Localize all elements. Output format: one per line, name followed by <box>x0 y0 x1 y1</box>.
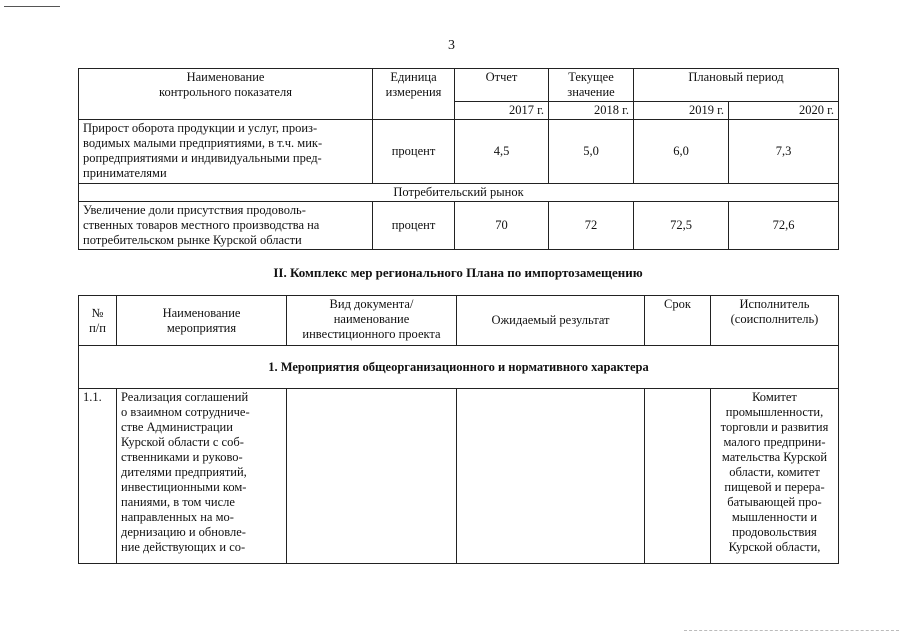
measure-result-cell <box>457 389 645 564</box>
year-2018: 2018 г. <box>549 102 634 120</box>
measure-document-cell <box>287 389 457 564</box>
measure-line: направленных на мо- <box>121 510 234 524</box>
header-executor-line: (соисполнитель) <box>730 312 819 326</box>
indicators-table <box>78 68 839 250</box>
header-name-line: Наименование <box>186 70 265 84</box>
header-expected-result: Ожидаемый результат <box>457 296 645 346</box>
executor-line: торговли и развития <box>720 420 829 434</box>
section-title: II. Комплекс мер регионального Плана по импортозамещению <box>273 265 643 280</box>
indicator-line: Прирост оборота продукции и услуг, произ- <box>83 121 318 135</box>
measure-line: о взаимном сотрудниче- <box>121 405 250 419</box>
indicator-value-2019: 72,5 <box>634 202 729 250</box>
header-indicator-name <box>79 69 373 120</box>
measure-line: ственниками и руково- <box>121 450 243 464</box>
executor-line: продовольствия <box>732 525 817 539</box>
scan-artifact-line <box>684 630 899 631</box>
header-report: Отчет <box>455 69 549 102</box>
indicator-value-2020: 72,6 <box>729 202 839 250</box>
executor-line: батывающей про- <box>727 495 822 509</box>
header-current <box>549 69 634 102</box>
executor-line: пищевой и перера- <box>724 480 825 494</box>
measure-line: Реализация соглашений <box>121 390 249 404</box>
indicator-name <box>79 202 373 250</box>
indicator-line: потребительском рынке Курской области <box>83 233 302 247</box>
top-rule <box>4 6 60 7</box>
measure-line: Курской области с соб- <box>121 435 244 449</box>
header-unit-line: измерения <box>385 85 442 99</box>
year-2017: 2017 г. <box>455 102 549 120</box>
indicator-value-2018: 5,0 <box>549 120 634 184</box>
measure-row <box>79 389 839 564</box>
group-row <box>79 184 839 202</box>
header-unit-line: Единица <box>390 70 437 84</box>
indicator-line: Увеличение доли присутствия продоволь- <box>83 203 306 217</box>
indicators-header-row <box>79 69 839 102</box>
indicator-value-2020: 7,3 <box>729 120 839 184</box>
group-label: Потребительский рынок <box>79 184 839 202</box>
header-number-line: п/п <box>89 320 106 335</box>
measure-line: инвестиционными ком- <box>121 480 247 494</box>
measure-line: стве Администрации <box>121 420 233 434</box>
indicator-line: водимых малыми предприятиями, в т.ч. мик- <box>83 136 323 150</box>
indicator-value-2017: 4,5 <box>455 120 549 184</box>
indicator-unit: процент <box>373 202 455 250</box>
indicator-value-2019: 6,0 <box>634 120 729 184</box>
indicator-unit: процент <box>373 120 455 184</box>
measure-line: ние действующих и со- <box>121 540 246 554</box>
executor-line: области, комитет <box>729 465 820 479</box>
page-number: 3 <box>448 38 455 53</box>
year-2020: 2020 г. <box>729 102 839 120</box>
header-term: Срок <box>645 296 711 346</box>
header-measure-line: Наименование <box>162 305 241 320</box>
header-plan-period: Плановый период <box>634 69 839 102</box>
header-name-line: контрольного показателя <box>159 85 292 99</box>
indicator-name <box>79 120 373 184</box>
year-2019: 2019 г. <box>634 102 729 120</box>
indicator-row <box>79 202 839 250</box>
executor-line: промышленности, <box>725 405 824 419</box>
header-document-line: инвестиционного проекта <box>302 327 441 341</box>
header-executor <box>711 296 839 346</box>
measure-line: дителями предприятий, <box>121 465 247 479</box>
indicator-row <box>79 120 839 184</box>
indicator-value-2017: 70 <box>455 202 549 250</box>
indicator-value-2018: 72 <box>549 202 634 250</box>
measures-table <box>78 295 839 564</box>
executor-line: мышленности и <box>731 510 818 524</box>
indicator-line: принимателями <box>83 166 167 180</box>
executor-line: Курской области, <box>728 540 821 554</box>
header-document-type <box>287 296 457 346</box>
header-current-line: значение <box>567 85 615 99</box>
executor-line: Комитет <box>752 390 797 404</box>
indicator-line: ропредприятиями и индивидуальными пред- <box>83 151 322 165</box>
header-current-line: Текущее <box>568 70 614 84</box>
measure-name <box>117 389 287 564</box>
measure-line: дернизацию и обновле- <box>121 525 246 539</box>
measures-header-row <box>79 296 839 346</box>
header-number <box>79 296 117 346</box>
header-document-line: наименование <box>333 312 410 326</box>
header-executor-line: Исполнитель <box>739 297 810 311</box>
header-unit <box>373 69 455 120</box>
executor-line: мательства Курской <box>721 450 828 464</box>
header-document-line: Вид документа/ <box>329 297 414 311</box>
subsection-row <box>79 346 839 389</box>
measure-line: паниями, в том числе <box>121 495 235 509</box>
header-measure-line: мероприятия <box>166 320 237 335</box>
measure-executor <box>711 389 839 564</box>
header-measure-name <box>117 296 287 346</box>
header-number-line: № <box>91 305 104 320</box>
indicator-line: ственных товаров местного производства на <box>83 218 320 232</box>
executor-line: малого предприни- <box>723 435 826 449</box>
measure-term-cell <box>645 389 711 564</box>
measure-number: 1.1. <box>79 389 117 564</box>
subsection-title: 1. Мероприятия общеорганизационного и нормативного характера <box>79 346 839 389</box>
